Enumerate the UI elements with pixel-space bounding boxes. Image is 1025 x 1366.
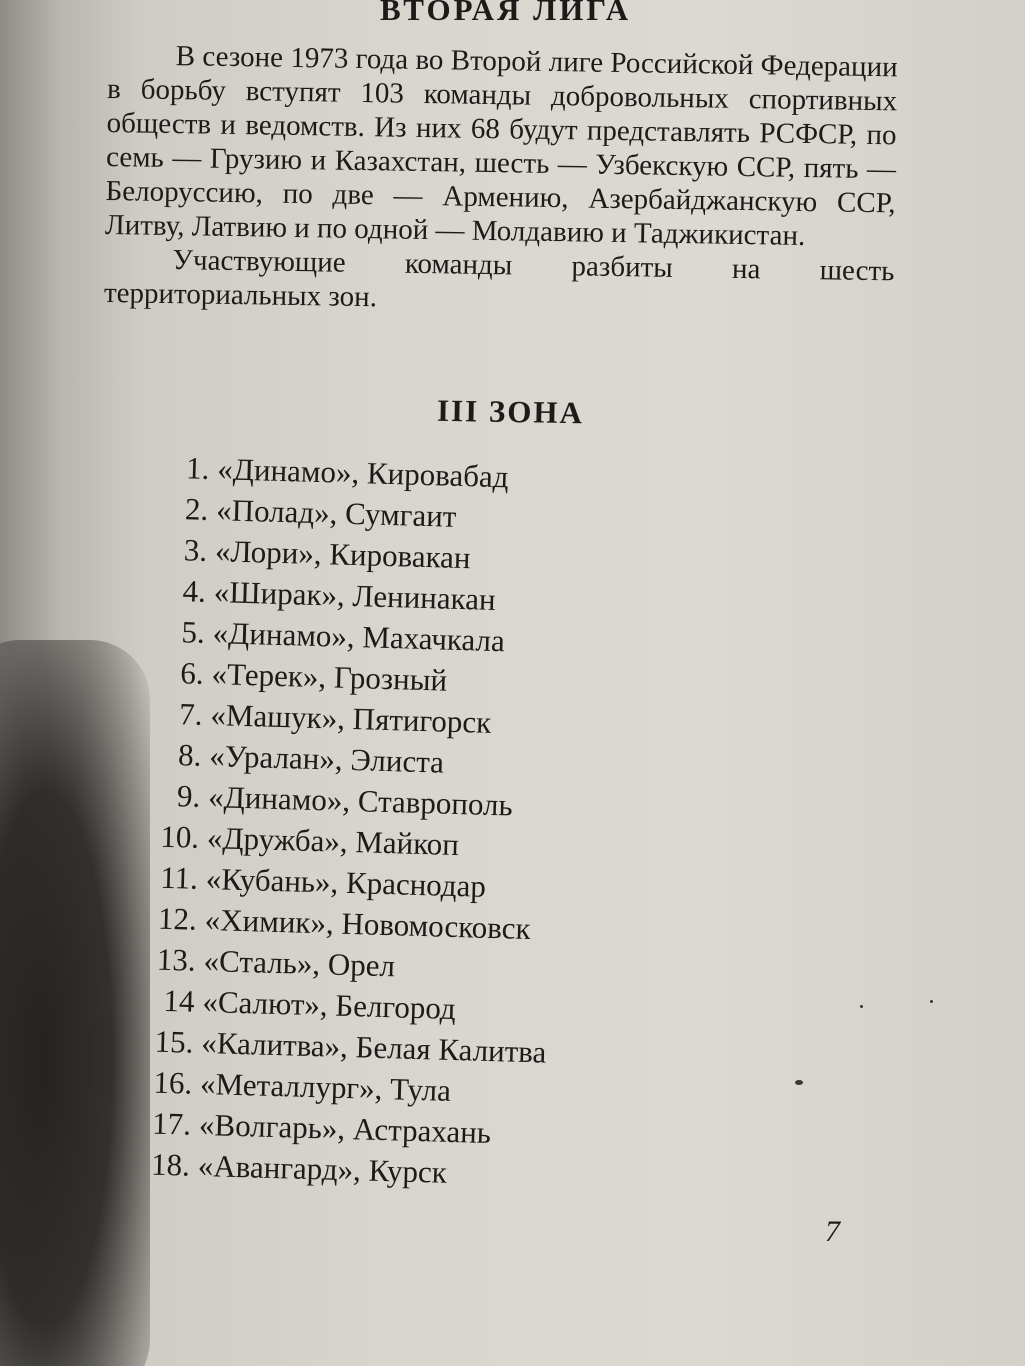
team-number: 13.	[156, 941, 197, 978]
team-number: 9.	[176, 778, 201, 814]
team-name: «Машук», Пятигорск	[210, 697, 492, 740]
team-name: «Волгарь», Астрахань	[198, 1106, 492, 1151]
team-number: 16.	[153, 1064, 193, 1101]
team-name: «Авангард», Курск	[197, 1147, 448, 1190]
team-name: «Динамо», Кировабад	[216, 451, 510, 495]
team-name: «Динамо», Ставрополь	[207, 779, 514, 823]
team-name: «Металлург», Тула	[199, 1065, 452, 1108]
team-number: 3.	[183, 532, 208, 568]
team-name: «Салют», Белгород	[202, 983, 457, 1027]
team-name: «Лори», Кировакан	[214, 533, 472, 576]
team-number: 5.	[181, 614, 206, 650]
team-number: 4.	[182, 573, 207, 609]
team-name: «Уралан», Элиста	[208, 738, 445, 780]
page-number: 7	[825, 1215, 840, 1248]
team-name: «Калитва», Белая Калитва	[200, 1024, 547, 1070]
team-name: «Химик», Новомосковск	[204, 902, 532, 947]
team-number: 6.	[179, 655, 205, 691]
team-number: 8.	[177, 737, 202, 773]
page-heading: ВТОРАЯ ЛИГА	[380, 0, 632, 27]
team-number: 12.	[157, 900, 198, 937]
team-number: 7.	[178, 696, 204, 732]
team-name: «Сталь», Орел	[203, 942, 396, 984]
team-number: 10.	[159, 818, 200, 855]
team-number: 1.	[185, 450, 210, 486]
intro-paragraph-2: Участвующие команды разбиты на шесть территориальных зон.	[103, 244, 895, 314]
intro-paragraph-1: В сезоне 1973 года во Второй лиге Российской Федерации в борьбу вступят 103 команды добровольных спортивных обществ и ведомств. Из них 68 будут представлять РСФСР, по семь — Грузию и Казахстан, шесть — Узбекскую ССР, пять — Белоруссию, по две — Армению, Азербайджанскую ССР, Литву, Латвию и по одной — Молдавию и Таджикистан.	[104, 40, 898, 252]
team-name: «Ширак», Ленинакан	[213, 574, 497, 617]
team-list	[119, 446, 659, 1198]
team-name: «Полад», Сумгаит	[215, 492, 457, 534]
paper-speck	[860, 1005, 863, 1008]
zone-title: III ЗОНА	[436, 392, 585, 431]
team-number: 11.	[159, 859, 199, 896]
team-number: 18.	[150, 1146, 191, 1183]
team-name: «Кубань», Краснодар	[205, 861, 487, 904]
team-name: «Динамо», Махачкала	[212, 615, 506, 659]
paper-speck	[930, 1000, 933, 1003]
intro-text	[104, 38, 898, 322]
team-number: 2.	[184, 491, 209, 527]
team-number: 15.	[154, 1023, 194, 1060]
paper-speck	[795, 1080, 803, 1085]
team-name: «Терек», Грозный	[211, 656, 448, 698]
team-name: «Дружба», Майкоп	[206, 820, 460, 863]
team-number: 14	[163, 982, 196, 1019]
team-number: 17.	[151, 1105, 192, 1142]
